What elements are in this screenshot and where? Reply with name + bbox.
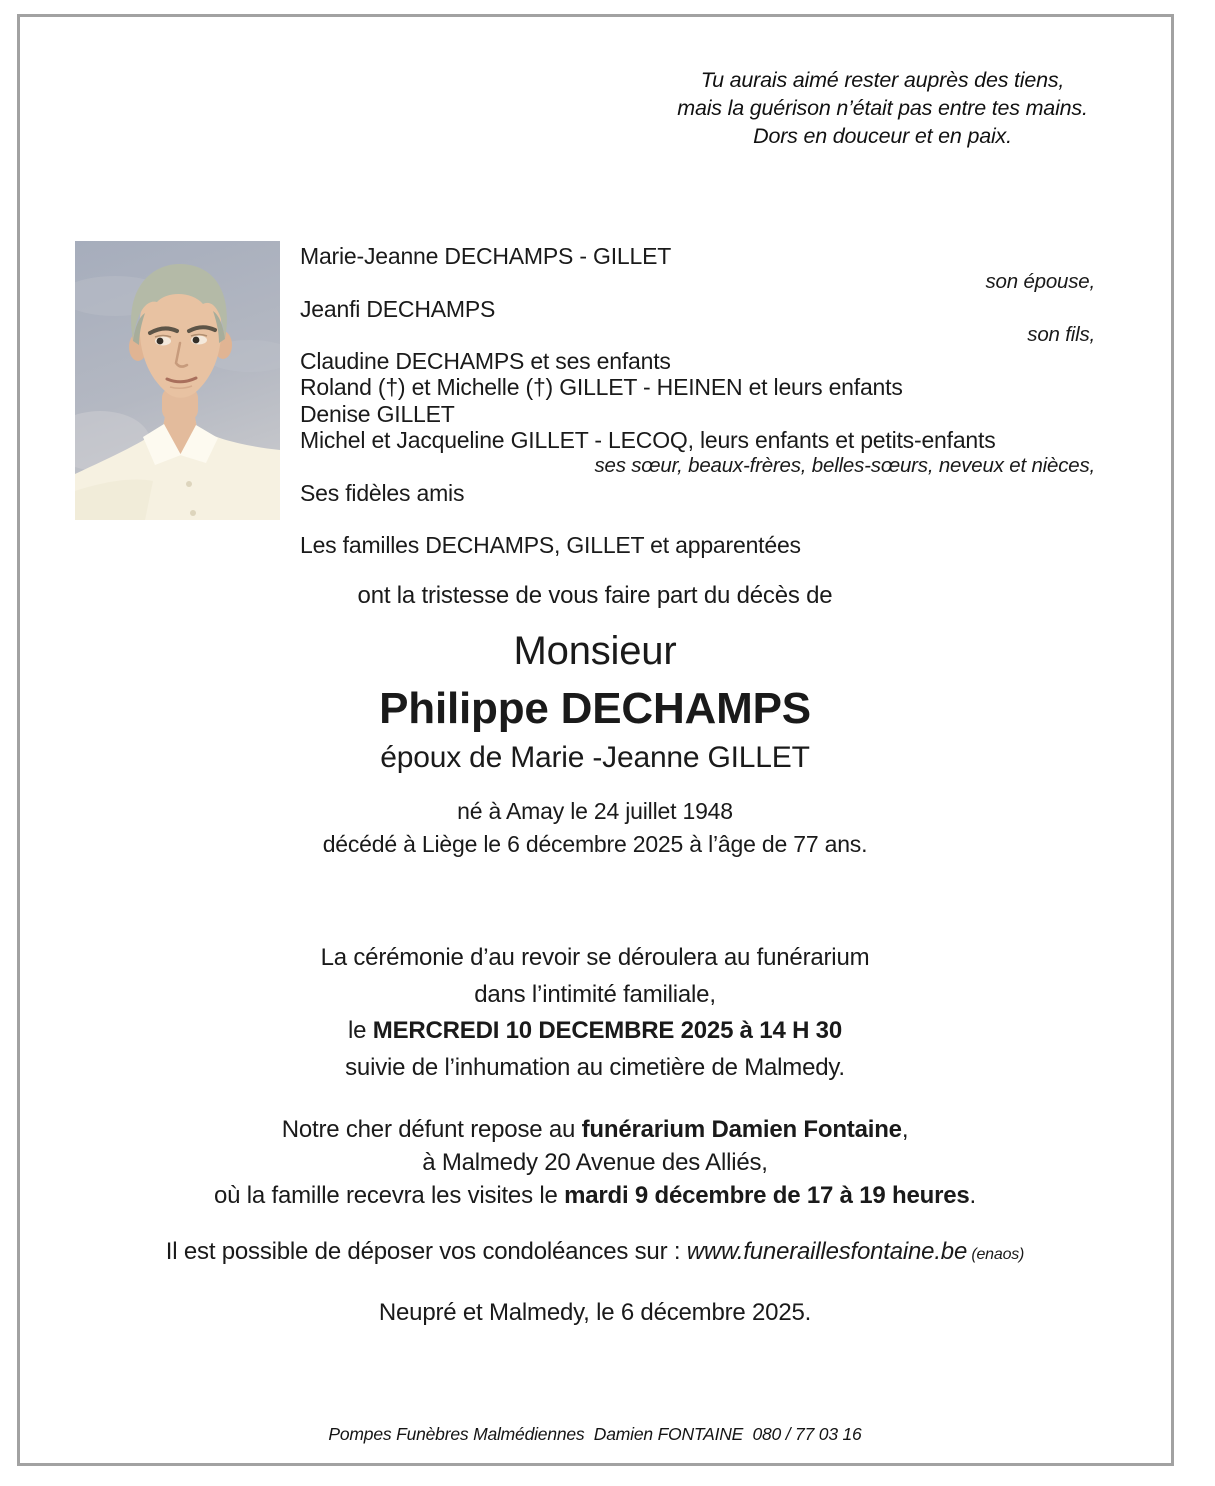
family-line-son: Jeanfi DECHAMPS xyxy=(300,295,496,322)
condolences-website: www.funeraillesfontaine.be xyxy=(686,1238,968,1265)
family-attribution-spouse: son épouse, xyxy=(985,270,1095,294)
visits-suffix: . xyxy=(969,1182,976,1209)
epitaph xyxy=(600,66,1165,150)
funeral-home-footer: Pompes Funèbres Malmédiennes Damien FONTAINE 080 / 77 03 16 xyxy=(328,1424,862,1444)
repose-prefix: Notre cher défunt repose au xyxy=(281,1116,582,1143)
epitaph-line-2: mais la guérison n’était pas entre tes mains. xyxy=(677,96,1088,120)
visits-date: mardi 9 décembre de 17 à 19 heures xyxy=(564,1182,970,1209)
announcement-line: ont la tristesse de vous faire part du décès de xyxy=(357,582,833,609)
visits-prefix: où la famille recevra les visites le xyxy=(214,1182,565,1209)
families-line: Les familles DECHAMPS, GILLET et apparentées xyxy=(300,532,801,558)
family-line-friends: Ses fidèles amis xyxy=(300,479,465,506)
repose-line-3 xyxy=(30,1179,1160,1212)
repose-line-2: à Malmedy 20 Avenue des Alliés, xyxy=(422,1149,768,1176)
family-line-sister: Claudine DECHAMPS et ses enfants xyxy=(300,348,671,375)
family-line-inlaws-2: Denise GILLET xyxy=(300,400,455,427)
condolences-note: (enaos) xyxy=(967,1246,1025,1263)
epitaph-line-3: Dors en douceur et en paix. xyxy=(753,124,1012,148)
dateline: Neupré et Malmedy, le 6 décembre 2025. xyxy=(378,1299,812,1326)
deceased-relation: époux de Marie -Jeanne GILLET xyxy=(380,741,810,774)
birth-death-block xyxy=(30,795,1160,861)
funeral-home-name: funérarium Damien Fontaine xyxy=(581,1116,902,1143)
ceremony-line-4: suivie de l’inhumation au cimetière de Malmedy. xyxy=(345,1053,845,1081)
ceremony-line-1: La cérémonie d’au revoir se déroulera au funérarium xyxy=(320,944,870,971)
ceremony-date: MERCREDI 10 DECEMBRE 2025 à 14 H 30 xyxy=(372,1017,842,1044)
deceased-name: Philippe DECHAMPS xyxy=(379,684,811,733)
condolences-prefix: Il est possible de déposer vos condoléances sur : xyxy=(165,1238,687,1265)
ceremony-date-prefix: le xyxy=(348,1017,373,1044)
ceremony-block xyxy=(30,940,1160,1086)
epitaph-line-1: Tu aurais aimé rester auprès des tiens, xyxy=(700,68,1065,92)
deceased-photo xyxy=(75,241,280,520)
family-line-inlaws-3: Michel et Jacqueline GILLET - LECOQ, leurs enfants et petits-enfants xyxy=(300,427,996,454)
ceremony-line-3 xyxy=(30,1013,1160,1050)
deceased-title: Monsieur xyxy=(513,629,677,673)
condolences-line xyxy=(30,1238,1160,1266)
portrait-illustration xyxy=(75,241,280,520)
family-line-spouse: Marie-Jeanne DECHAMPS - GILLET xyxy=(300,243,672,269)
repose-block xyxy=(30,1113,1160,1212)
ceremony-line-2: dans l’intimité familiale, xyxy=(474,980,716,1008)
family-line-inlaws-1: Roland (†) et Michelle (†) GILLET - HEINEN et leurs enfants xyxy=(300,374,903,401)
repose-line-1 xyxy=(30,1113,1160,1146)
repose-suffix: , xyxy=(901,1116,909,1143)
family-attribution-son: son fils, xyxy=(1027,322,1095,346)
family-attribution-siblings: ses sœur, beaux-frères, belles-sœurs, neveux et nièces, xyxy=(594,454,1095,478)
death-line: décédé à Liège le 6 décembre 2025 à l’âge de 77 ans. xyxy=(322,831,868,857)
family-list xyxy=(300,243,1095,506)
birth-line: né à Amay le 24 juillet 1948 xyxy=(457,798,733,824)
